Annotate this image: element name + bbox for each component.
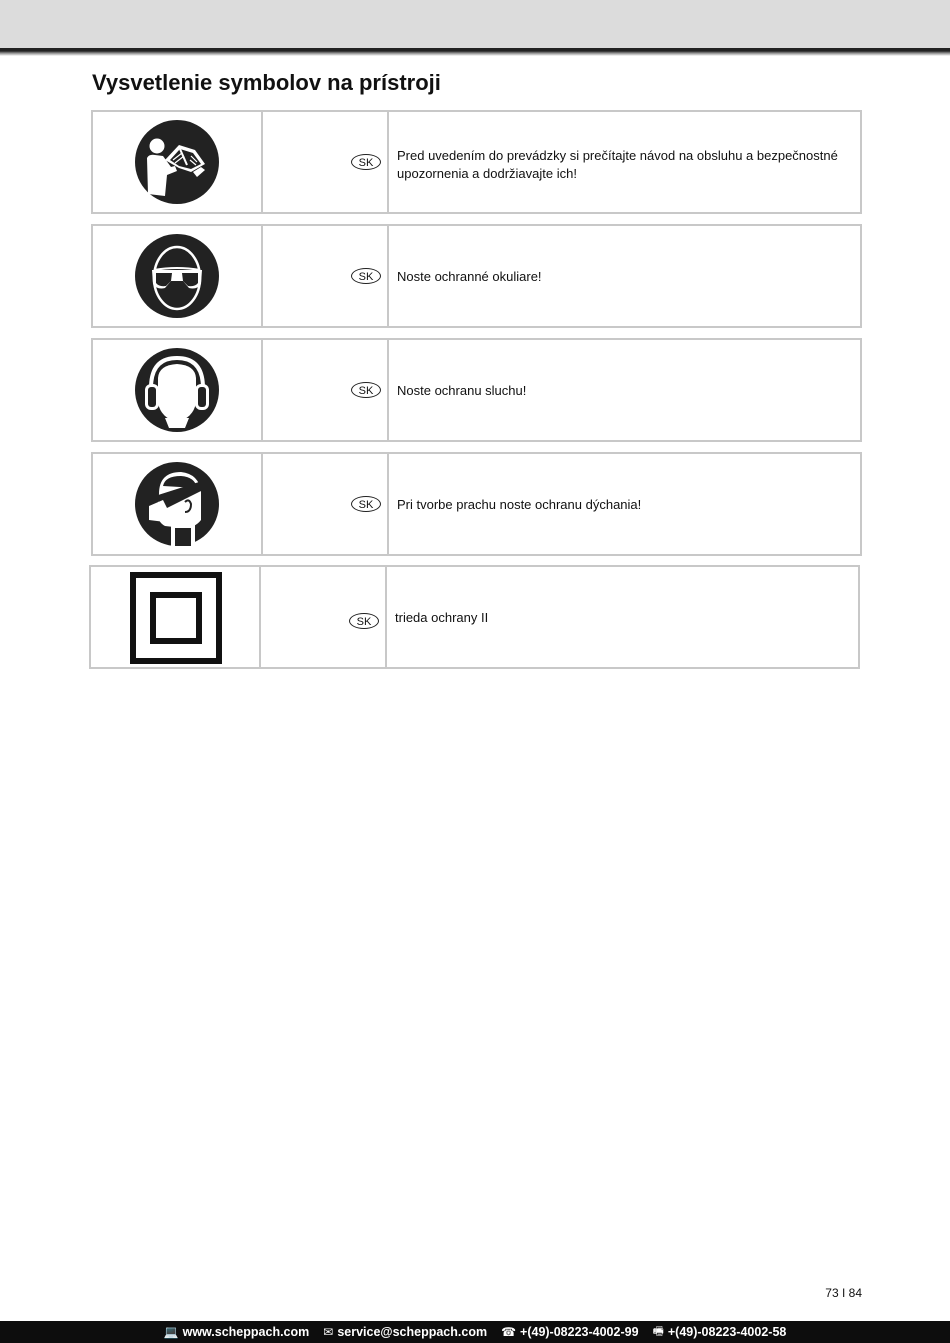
symbol-icon-cell bbox=[93, 226, 263, 326]
language-badge: SK bbox=[351, 268, 381, 284]
description-cell bbox=[389, 454, 860, 554]
description-cell bbox=[387, 567, 858, 667]
header-shadow-rule bbox=[0, 48, 950, 56]
symbol-row-protection-class-ii bbox=[89, 565, 860, 669]
language-cell bbox=[263, 112, 389, 212]
fax-number: +(49)-08223-4002-58 bbox=[667, 1325, 787, 1339]
description-cell bbox=[389, 226, 860, 326]
phone-icon: ☎ bbox=[501, 1325, 517, 1339]
email-link[interactable]: service@scheppach.com bbox=[337, 1325, 488, 1339]
symbol-description: Pred uvedením do prevádzky si prečítajte návod na obsluhu a bezpečnostné upozornenia a dodržiavajte ich! bbox=[397, 148, 838, 181]
mail-icon: ✉ bbox=[323, 1325, 334, 1339]
symbol-row-ear-protection bbox=[91, 338, 862, 442]
symbol-icon-cell bbox=[93, 112, 263, 212]
symbol-icon-cell bbox=[93, 454, 263, 554]
language-badge: SK bbox=[351, 496, 381, 512]
phone-number: +(49)-08223-4002-99 bbox=[520, 1325, 639, 1339]
footer-bar bbox=[0, 1321, 950, 1343]
respiratory-protection-icon bbox=[135, 462, 219, 546]
page-title: Vysvetlenie symbolov na prístroji bbox=[92, 70, 441, 95]
symbol-row-read-manual bbox=[91, 110, 862, 214]
symbol-row-safety-goggles bbox=[91, 224, 862, 328]
footer-fax bbox=[653, 1322, 787, 1343]
read-manual-icon bbox=[135, 120, 219, 204]
website-link[interactable]: www.scheppach.com bbox=[182, 1325, 310, 1339]
language-cell bbox=[263, 226, 389, 326]
footer-email[interactable] bbox=[323, 1325, 487, 1339]
symbol-description: Pri tvorbe prachu noste ochranu dýchania! bbox=[397, 497, 642, 512]
protection-class-ii-icon bbox=[130, 572, 222, 664]
language-cell bbox=[261, 567, 387, 667]
description-cell bbox=[389, 340, 860, 440]
language-cell bbox=[263, 340, 389, 440]
fax-icon: 🖷 bbox=[652, 1323, 664, 1338]
page-number: 73 I 84 bbox=[825, 1286, 862, 1300]
ear-protection-icon bbox=[135, 348, 219, 432]
language-badge: SK bbox=[349, 613, 379, 629]
laptop-icon: 💻 bbox=[163, 1325, 179, 1339]
header-band bbox=[0, 0, 950, 48]
footer-website[interactable] bbox=[164, 1325, 310, 1339]
symbol-row-respiratory-protection bbox=[91, 452, 862, 556]
safety-goggles-icon bbox=[135, 234, 219, 318]
language-badge: SK bbox=[351, 154, 381, 170]
description-cell bbox=[389, 112, 860, 212]
symbol-description: Noste ochranné okuliare! bbox=[397, 269, 542, 284]
symbol-description: Noste ochranu sluchu! bbox=[397, 383, 527, 398]
language-badge: SK bbox=[351, 382, 381, 398]
footer-phone bbox=[501, 1325, 638, 1339]
symbol-icon-cell bbox=[93, 340, 263, 440]
symbol-icon-cell bbox=[91, 567, 261, 667]
language-cell bbox=[263, 454, 389, 554]
symbol-description: trieda ochrany II bbox=[395, 610, 489, 625]
